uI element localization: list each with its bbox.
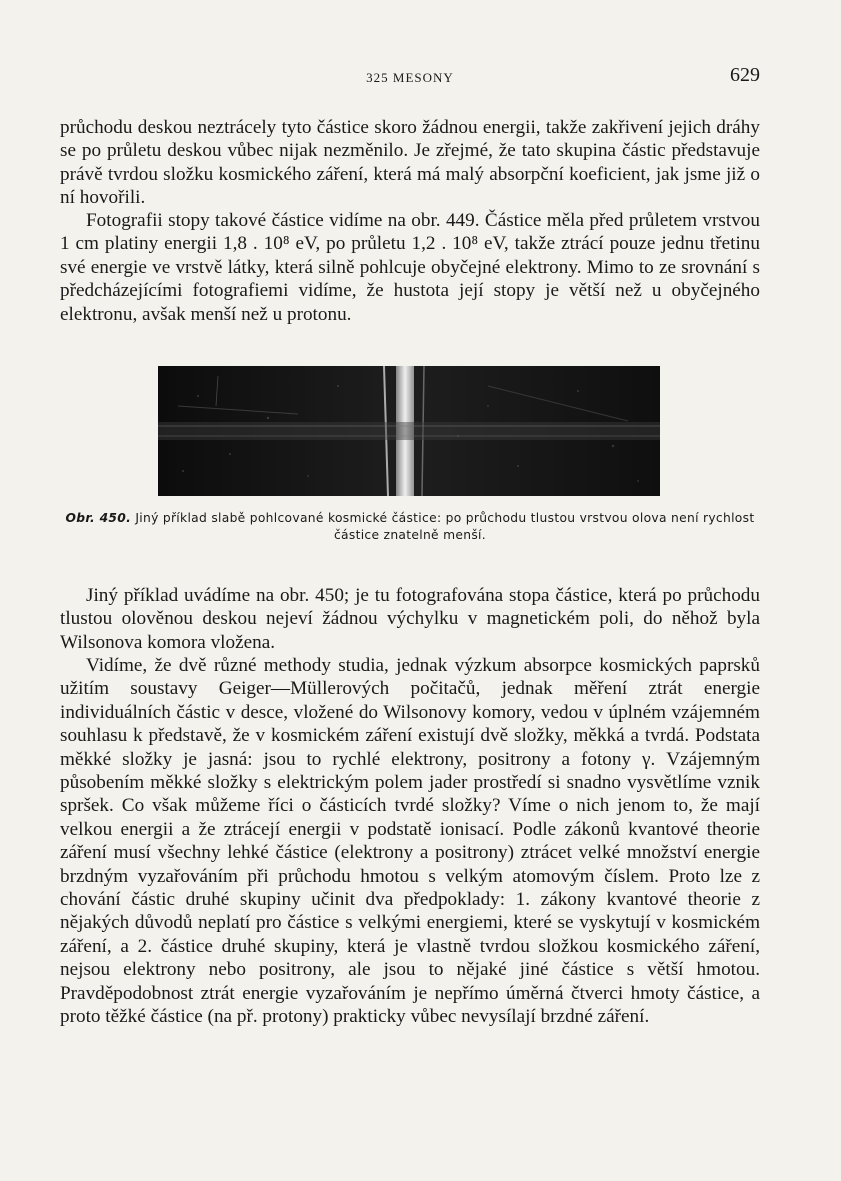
figure-caption [60,510,760,544]
figure-label: Obr. 450. [65,511,132,525]
lead-plate-band [158,422,660,440]
cloud-chamber-photo-icon [158,366,660,496]
paragraph-1: průchodu deskou neztrácely tyto částice skoro žádnou energii, takže zakřivení jejich dráhy se po průletu deskou vůbec nijak nezměnilo. Je zřejmé, že tato skupina částic představuje právě tvrdou složku kosmického záření, která má malý absorpční koeficient, jak jsme již o ní hovořili. [60,117,760,209]
paragraph-3: Jiný příklad uvádíme na obr. 450; je tu fotografována stopa částice, která po průchodu tlustou olověnou deskou nejeví žádnou výchylku v magnetickém poli, do něhož byla Wilsonova komora vložena. [60,585,760,653]
page-header [60,64,760,90]
paragraph-4: Vidíme, že dvě různé methody studia, jednak výzkum absorpce kosmických paprsků užitím soustavy Geiger—Müllerových počitačů, jednak měření ztrát energie individuálních částic v desce, vložené do Wilsonovy komory, vedou v úplném vzájemném souhlasu k představě, že v kosmickém záření existují dvě složky, měkká a tvrdá. Podstata měkké složky je jasná: jsou to rychlé elektrony, positrony a fotony γ. Vzájemným působením měkké složky s elektrickým polem jader prostředí si snadno vysvětlíme vznik spršek. Co však můžeme říci o částicích tvrdé složky? Víme o nich jenom to, že mají velkou energii a že ztrácejí energii v podstatě ionisací. Podle zákonů kvantové theorie záření musí všechny lehké částice (elektrony a positrony) ztrácet velké množství energie brzdným vyzařováním při průchodu hmotou s velkým atomovým číslem. Proto lze z chování částic druhé skupiny učinit dva předpoklady: 1. zákony kvantové theorie z nějakých důvodů neplatí pro částice s velkými energiemi, které se vyskytují v kosmickém záření, a 2. částice druhé skupiny, která je vlastně tvrdou složkou kosmického záření, nejsou elektrony nebo positrony, ale jsou to nějaké jiné částice s větší hmotou. Pravděpodobnost ztrát energie vyzařováním je nepřímo úměrná čtverci hmoty částice, a proto těžké částice (na př. protony) prakticky vůbec nevysílají brzdné záření. [60,655,760,1028]
paragraph-2: Fotografii stopy takové částice vidíme na obr. 449. Částice měla před průletem vrstvou 1 cm platiny energii 1,8 . 10⁸ eV, po průletu 1,2 . 10⁸ eV, takže ztrácí pouze jednu třetinu své energie ve vrstvě látky, která silně pohlcuje obyčejné elektrony. Mimo to ze srovnání s předcházejícími fotografiemi vidíme, že hustota její stopy je větší než u obyčejného elektronu, avšak menší než u protonu. [60,210,760,325]
figure-photo [158,366,660,496]
figure-caption-text: Jiný příklad slabě pohlcované kosmické částice: po průchodu tlustou vrstvou olova není rychlost částice znatelně menší. [135,511,755,542]
running-head: 325 MESONY [366,70,454,85]
page-number: 629 [730,64,760,86]
